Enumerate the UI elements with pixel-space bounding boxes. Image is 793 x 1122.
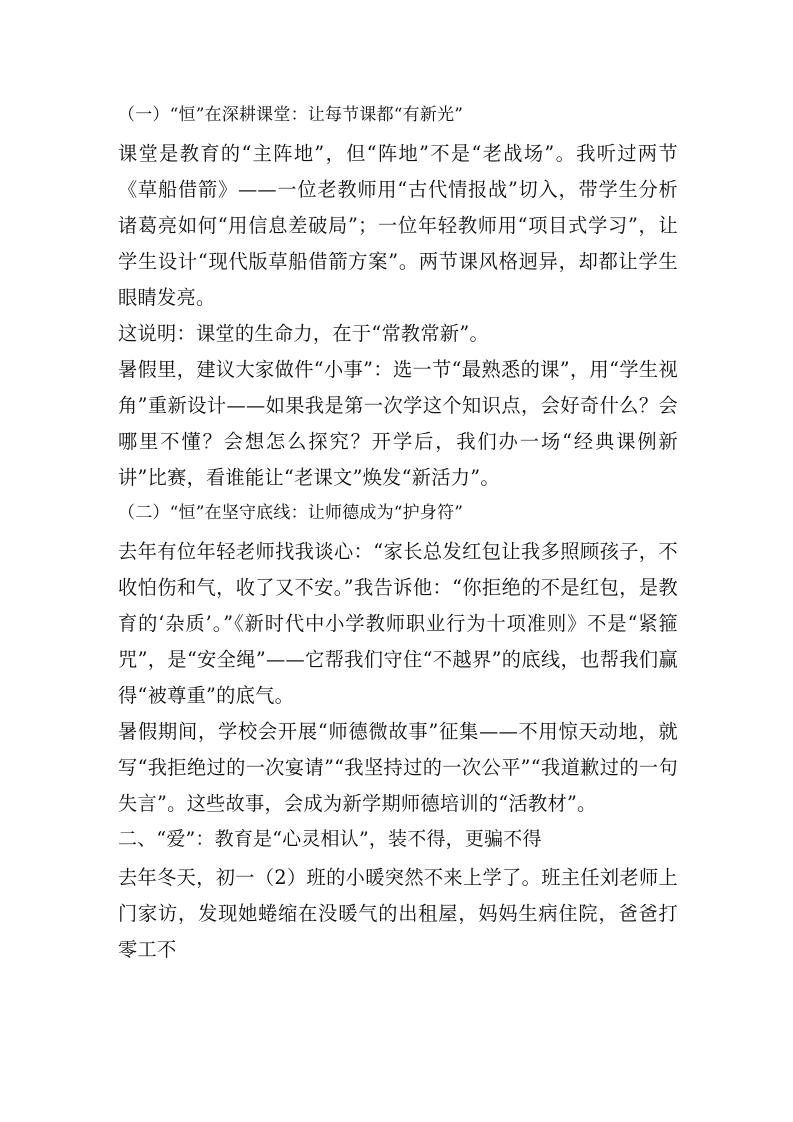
section1-heading: （一）“恒”在深耕课堂：让每节课都“有新光” — [118, 105, 464, 125]
part2-heading: 二、“爱”：教育是“心灵相认”，装不得，更骗不得 — [118, 828, 542, 850]
part2-paragraph-1: 去年冬天，初一（2）班的小暖突然不来上学了。班主任刘老师上门家访，发现她蜷缩在没暖气的出租屋，妈妈生病住院，爸爸打零工不 — [118, 866, 678, 961]
section2-heading: （二）“恒”在坚守底线：让师德成为“护身符” — [118, 503, 464, 523]
document-body — [118, 98, 678, 968]
section2-paragraph-2: 暑假期间，学校会开展“师德微故事”征集——不用惊天动地，就写“我拒绝过的一次宴请”“我坚持过的一次公平”“我道歉过的一句失言”。这些故事，会成为新学期师德培训的“活教材”。 — [118, 720, 678, 815]
section1-paragraph-3: 暑假里，建议大家做件“小事”：选一节“最熟悉的课”，用“学生视角”重新设计——如果我是第一次学这个知识点，会好奇什么？会哪里不懂？会想怎么探究？开学后，我们办一场“经典课例新讲”比赛，看谁能让“老课文”焕发“新活力”。 — [118, 358, 678, 489]
section1-paragraph-1: 课堂是教育的“主阵地”，但“阵地”不是“老战场”。我听过两节《草船借箭》——一位老教师用“古代情报战”切入，带学生分析诸葛亮如何“用信息差破局”；一位年轻教师用“项目式学习”，让学生设计“现代版草船借箭方案”。两节课风格迥异，却都让学生眼睛发亮。 — [118, 142, 678, 309]
section1-paragraph-2: 这说明：课堂的生命力，在于“常教常新”。 — [118, 322, 489, 345]
section2-paragraph-1: 去年有位年轻老师找我谈心：“家长总发红包让我多照顾孩子，不收怕伤和气，收了又不安。”我告诉他：“你拒绝的不是红包，是教育的‘杂质’。”《新时代中小学教师职业行为十项准则》不是“紧箍咒”，是“安全绳”——它帮我们守住“不越界”的底线，也帮我们赢得“被尊重”的底气。 — [118, 540, 678, 707]
